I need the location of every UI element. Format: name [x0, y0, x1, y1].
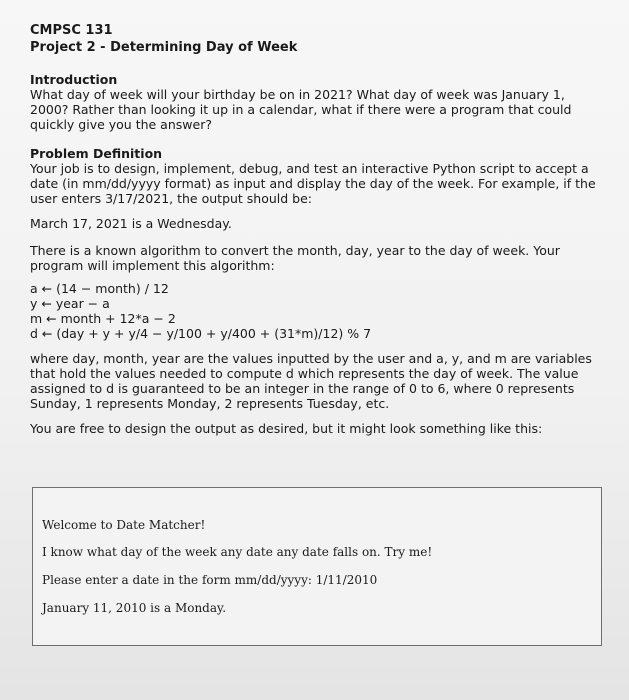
problem-definition-heading: Problem Definition: [30, 146, 163, 161]
console-line: Please enter a date in the form mm/dd/yyyy: 1/11/2010: [42, 573, 378, 587]
console-line: January 11, 2010 is a Monday.: [42, 601, 227, 615]
intro-line: 2000? Rather than looking it up in a calendar, what if there were a program that could: [30, 102, 572, 117]
problem-line: date (in mm/dd/yyyy format) as input and display the day of the week. For example, if the: [30, 176, 596, 191]
introduction-text: [30, 87, 605, 132]
closing-text: You are free to design the output as desired, but it might look something like this:: [30, 421, 543, 436]
algorithm-step: d ← (day + y + y/4 − y/100 + y/400 + (31*m)/12) % 7: [30, 326, 372, 341]
explanation-line: Sunday, 1 represents Monday, 2 represents Tuesday, etc.: [30, 396, 390, 411]
intro-line: What day of week will your birthday be on in 2021? What day of week was January 1,: [30, 87, 565, 102]
explanation-line: that hold the values needed to compute d which represents the day of week. The value: [30, 366, 579, 381]
introduction-heading: Introduction: [30, 72, 118, 87]
algo-intro-line: program will implement this algorithm:: [30, 258, 275, 273]
explanation-line: where day, month, year are the values inputted by the user and a, y, and m are variables: [30, 351, 592, 366]
algo-intro-line: There is a known algorithm to convert the month, day, year to the day of week. Your: [30, 243, 560, 258]
algorithm-step: m ← month + 12*a − 2: [30, 311, 176, 326]
algorithm-explanation: [30, 351, 605, 411]
problem-line: Your job is to design, implement, debug, and test an interactive Python script to accept a: [30, 161, 589, 176]
document-body: [30, 22, 605, 436]
sample-output-box: [32, 487, 602, 646]
problem-definition-text: [30, 161, 605, 206]
console-line: I know what day of the week any date any date falls on. Try me!: [42, 545, 433, 559]
algorithm-intro: [30, 243, 605, 273]
course-title: CMPSC 131: [30, 23, 113, 38]
algorithm-step: y ← year − a: [30, 296, 110, 311]
explanation-line: assigned to d is guaranteed to be an integer in the range of 0 to 6, where 0 represents: [30, 381, 575, 396]
algorithm-step: a ← (14 − month) / 12: [30, 281, 169, 296]
problem-line: user enters 3/17/2021, the output should be:: [30, 191, 313, 206]
console-line: Welcome to Date Matcher!: [42, 518, 206, 532]
project-title: Project 2 - Determining Day of Week: [30, 40, 298, 55]
example-output: March 17, 2021 is a Wednesday.: [30, 216, 232, 231]
intro-line: quickly give you the answer?: [30, 117, 212, 132]
algorithm-steps: [30, 281, 605, 341]
